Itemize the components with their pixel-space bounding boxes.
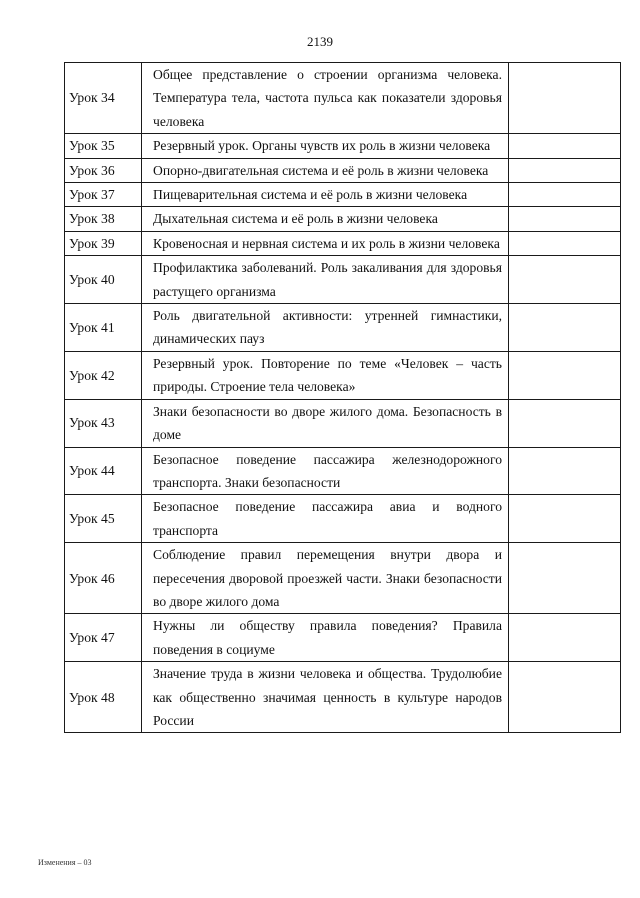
lesson-number: Урок 41 [65, 304, 142, 352]
lesson-table-body [65, 63, 621, 733]
lesson-number: Урок 44 [65, 447, 142, 495]
table-row [65, 543, 621, 614]
lesson-topic: Дыхательная система и её роль в жизни человека [142, 207, 509, 231]
table-row [65, 304, 621, 352]
blank-cell [509, 662, 621, 733]
lesson-table [64, 62, 621, 733]
blank-cell [509, 183, 621, 207]
lesson-topic: Соблюдение правил перемещения внутри двора и пересечения дворовой проезжей части. Знаки безопасности во дворе жилого дома [142, 543, 509, 614]
blank-cell [509, 351, 621, 399]
blank-cell [509, 495, 621, 543]
blank-cell [509, 63, 621, 134]
lesson-topic: Нужны ли обществу правила поведения? Правила поведения в социуме [142, 614, 509, 662]
table-row [65, 399, 621, 447]
table-row [65, 183, 621, 207]
lesson-topic: Общее представление о строении организма человека. Температура тела, частота пульса как показатели здоровья человека [142, 63, 509, 134]
lesson-topic: Кровеносная и нервная система и их роль в жизни человека [142, 231, 509, 255]
table-row [65, 134, 621, 158]
lesson-topic: Безопасное поведение пассажира авиа и водного транспорта [142, 495, 509, 543]
blank-cell [509, 304, 621, 352]
table-row [65, 662, 621, 733]
blank-cell [509, 158, 621, 182]
blank-cell [509, 231, 621, 255]
blank-cell [509, 447, 621, 495]
blank-cell [509, 134, 621, 158]
blank-cell [509, 256, 621, 304]
lesson-number: Урок 43 [65, 399, 142, 447]
table-row [65, 614, 621, 662]
table-row [65, 351, 621, 399]
table-row [65, 256, 621, 304]
lesson-number: Урок 42 [65, 351, 142, 399]
lesson-number: Урок 36 [65, 158, 142, 182]
lesson-topic: Опорно-двигательная система и её роль в жизни человека [142, 158, 509, 182]
lesson-number: Урок 39 [65, 231, 142, 255]
lesson-number: Урок 48 [65, 662, 142, 733]
lesson-topic: Знаки безопасности во дворе жилого дома. Безопасность в доме [142, 399, 509, 447]
revision-footer: Изменения – 03 [38, 858, 92, 867]
lesson-number: Урок 38 [65, 207, 142, 231]
table-row [65, 447, 621, 495]
blank-cell [509, 543, 621, 614]
lesson-topic: Резервный урок. Органы чувств их роль в жизни человека [142, 134, 509, 158]
lesson-topic: Резервный урок. Повторение по теме «Человек – часть природы. Строение тела человека» [142, 351, 509, 399]
table-row [65, 495, 621, 543]
page-number: 2139 [307, 34, 333, 49]
table-row [65, 207, 621, 231]
lesson-number: Урок 47 [65, 614, 142, 662]
lesson-topic: Значение труда в жизни человека и общества. Трудолюбие как общественно значимая ценность в культуре народов России [142, 662, 509, 733]
blank-cell [509, 614, 621, 662]
lesson-number: Урок 35 [65, 134, 142, 158]
lesson-topic: Роль двигательной активности: утренней гимнастики, динамических пауз [142, 304, 509, 352]
lesson-number: Урок 40 [65, 256, 142, 304]
blank-cell [509, 399, 621, 447]
table-row [65, 231, 621, 255]
table-row [65, 63, 621, 134]
lesson-number: Урок 37 [65, 183, 142, 207]
blank-cell [509, 207, 621, 231]
lesson-topic: Безопасное поведение пассажира железнодорожного транспорта. Знаки безопасности [142, 447, 509, 495]
lesson-number: Урок 45 [65, 495, 142, 543]
lesson-topic: Профилактика заболеваний. Роль закаливания для здоровья растущего организма [142, 256, 509, 304]
lesson-topic: Пищеварительная система и её роль в жизни человека [142, 183, 509, 207]
table-row [65, 158, 621, 182]
lesson-number: Урок 46 [65, 543, 142, 614]
lesson-number: Урок 34 [65, 63, 142, 134]
